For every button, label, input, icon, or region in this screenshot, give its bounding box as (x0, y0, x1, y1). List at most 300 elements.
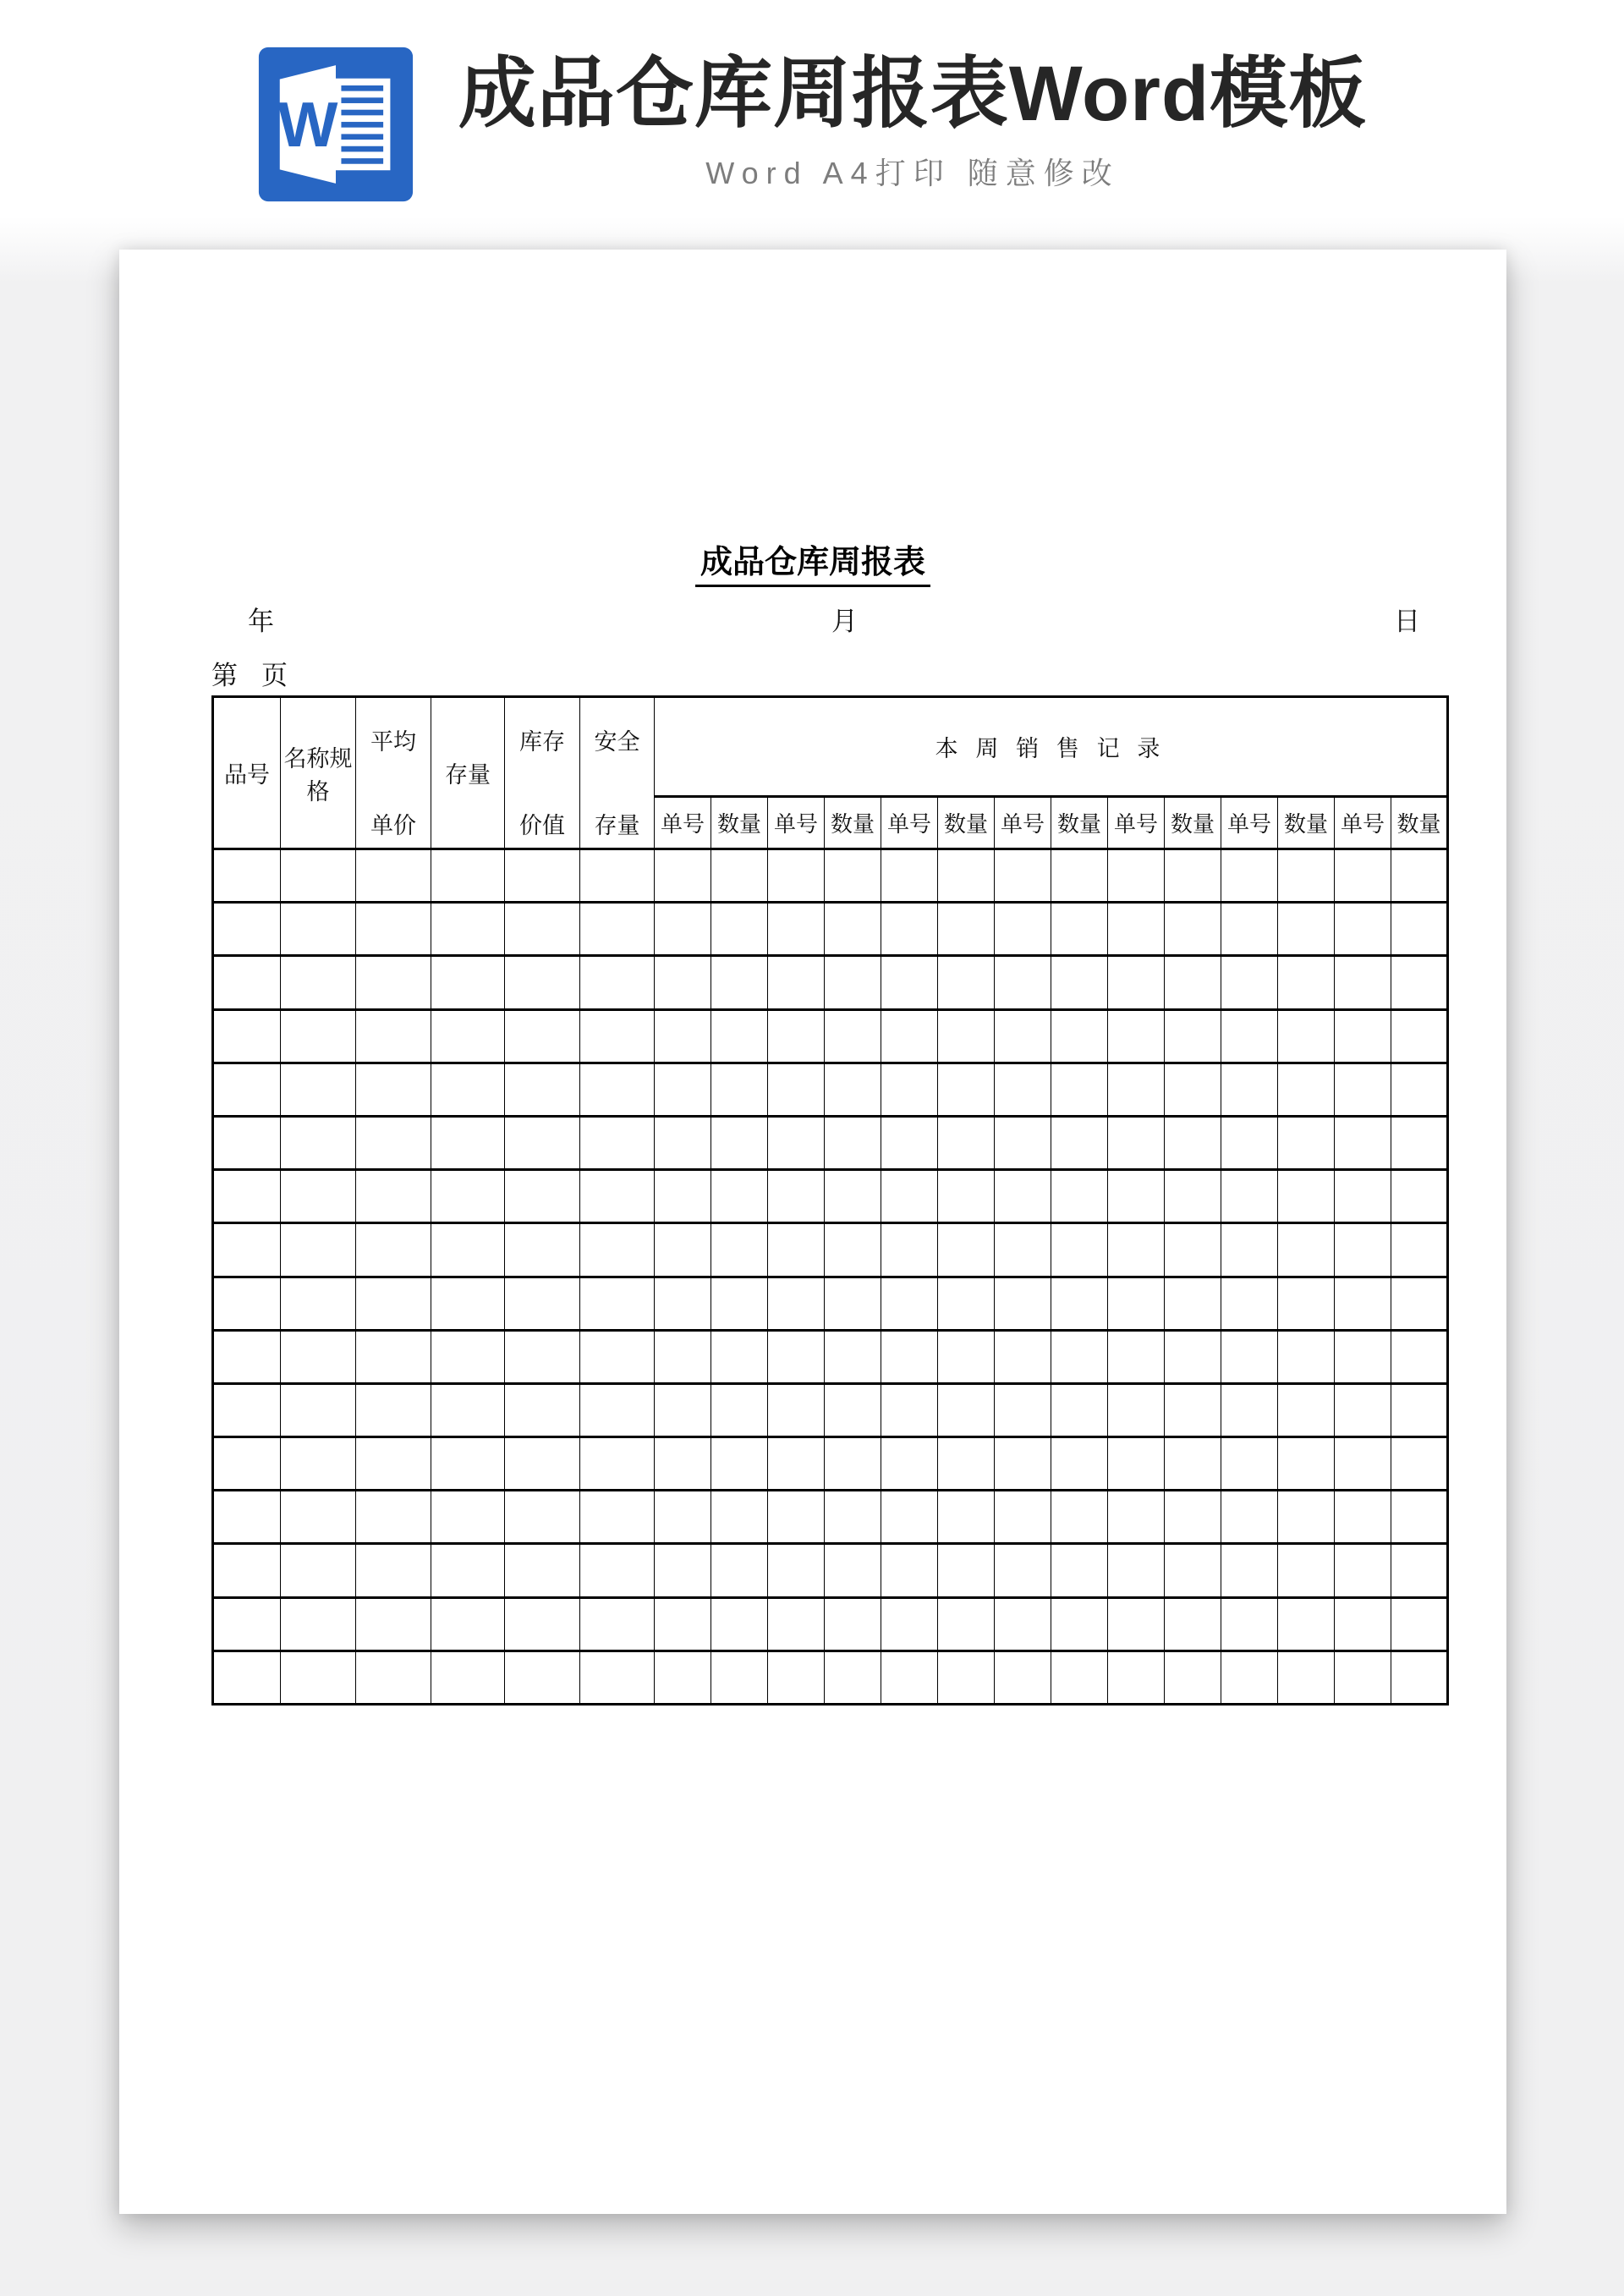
empty-cell (881, 1651, 938, 1704)
table-row (213, 1544, 1448, 1597)
empty-cell (711, 1170, 768, 1223)
empty-cell (1391, 1597, 1448, 1651)
empty-cell (1391, 1651, 1448, 1704)
empty-cell (431, 1544, 505, 1597)
empty-cell (1221, 1491, 1278, 1544)
empty-cell (1051, 1170, 1108, 1223)
empty-cell (825, 1277, 881, 1330)
empty-cell (281, 1491, 356, 1544)
table-row (213, 1277, 1448, 1330)
empty-cell (431, 1597, 505, 1651)
empty-cell (655, 1437, 711, 1491)
empty-cell (505, 1116, 580, 1169)
table-row (213, 1223, 1448, 1277)
empty-cell (995, 1330, 1051, 1383)
subcol-order-no-5: 单号 (1108, 797, 1165, 849)
empty-cell (1391, 1437, 1448, 1491)
empty-cell (213, 1491, 281, 1544)
subcol-order-no-7: 单号 (1335, 797, 1391, 849)
day-label: 日 (1394, 607, 1420, 636)
empty-cell (580, 1063, 655, 1116)
empty-cell (1391, 1491, 1448, 1544)
empty-cell (505, 1009, 580, 1063)
empty-cell (938, 1277, 995, 1330)
empty-cell (281, 1170, 356, 1223)
empty-cell (1051, 1437, 1108, 1491)
page-number-line (211, 654, 288, 692)
empty-cell (505, 903, 580, 956)
empty-cell (1165, 849, 1221, 903)
empty-cell (431, 1491, 505, 1544)
empty-cell (1335, 1277, 1391, 1330)
empty-cell (711, 956, 768, 1009)
empty-cell (938, 1491, 995, 1544)
empty-cell (1108, 1009, 1165, 1063)
table-row (213, 1330, 1448, 1383)
empty-cell (768, 956, 825, 1009)
subcol-quantity-5: 数量 (1165, 797, 1221, 849)
empty-cell (505, 849, 580, 903)
empty-cell (505, 1597, 580, 1651)
empty-cell (1335, 1063, 1391, 1116)
empty-cell (1221, 1597, 1278, 1651)
empty-cell (1278, 1277, 1335, 1330)
empty-cell (825, 1491, 881, 1544)
empty-cell (213, 1223, 281, 1277)
empty-cell (1278, 1116, 1335, 1169)
empty-cell (1108, 849, 1165, 903)
empty-cell (281, 1651, 356, 1704)
empty-cell (213, 1063, 281, 1116)
subcol-order-no-6: 单号 (1221, 797, 1278, 849)
empty-cell (580, 956, 655, 1009)
table-row (213, 1116, 1448, 1169)
empty-cell (356, 956, 431, 1009)
empty-cell (995, 1277, 1051, 1330)
empty-cell (1335, 1383, 1391, 1436)
empty-cell (1335, 849, 1391, 903)
empty-cell (1108, 903, 1165, 956)
empty-cell (281, 1277, 356, 1330)
empty-cell (281, 1116, 356, 1169)
empty-cell (825, 1330, 881, 1383)
empty-cell (768, 1170, 825, 1223)
empty-cell (356, 1544, 431, 1597)
month-label: 月 (831, 607, 858, 636)
empty-cell (995, 1009, 1051, 1063)
report-table (211, 695, 1449, 1706)
empty-cell (431, 849, 505, 903)
empty-cell (1051, 1597, 1108, 1651)
empty-cell (213, 849, 281, 903)
empty-cell (213, 1383, 281, 1436)
empty-cell (655, 1223, 711, 1277)
empty-cell (825, 956, 881, 1009)
empty-cell (995, 1651, 1051, 1704)
empty-cell (1221, 1063, 1278, 1116)
empty-cell (711, 1277, 768, 1330)
empty-cell (1221, 1437, 1278, 1491)
subcol-order-no-4: 单号 (995, 797, 1051, 849)
empty-cell (356, 1651, 431, 1704)
empty-cell (655, 1063, 711, 1116)
empty-cell (356, 1277, 431, 1330)
subcol-quantity-1: 数量 (711, 797, 768, 849)
table-row (213, 1491, 1448, 1544)
empty-cell (1221, 1330, 1278, 1383)
empty-cell (768, 1437, 825, 1491)
empty-cell (1108, 1597, 1165, 1651)
table-row (213, 1170, 1448, 1223)
empty-cell (881, 903, 938, 956)
empty-cell (1335, 1009, 1391, 1063)
empty-cell (505, 956, 580, 1009)
empty-cell (281, 956, 356, 1009)
empty-cell (938, 1170, 995, 1223)
empty-cell (655, 1383, 711, 1436)
empty-cell (881, 1544, 938, 1597)
empty-cell (655, 1009, 711, 1063)
empty-cell (356, 1597, 431, 1651)
empty-cell (825, 1223, 881, 1277)
empty-cell (938, 956, 995, 1009)
empty-cell (711, 1491, 768, 1544)
empty-cell (1335, 1116, 1391, 1169)
empty-cell (1051, 1491, 1108, 1544)
empty-cell (580, 1491, 655, 1544)
empty-cell (1391, 1223, 1448, 1277)
empty-cell (995, 1437, 1051, 1491)
empty-cell (938, 903, 995, 956)
empty-cell (505, 1170, 580, 1223)
empty-cell (281, 1597, 356, 1651)
empty-cell (1165, 1383, 1221, 1436)
empty-cell (431, 903, 505, 956)
empty-cell (213, 956, 281, 1009)
empty-cell (655, 1597, 711, 1651)
empty-cell (580, 1223, 655, 1277)
empty-cell (1278, 1063, 1335, 1116)
empty-cell (431, 1223, 505, 1277)
empty-cell (711, 849, 768, 903)
empty-cell (356, 849, 431, 903)
empty-cell (580, 1170, 655, 1223)
empty-cell (281, 1437, 356, 1491)
empty-cell (881, 1170, 938, 1223)
table-row (213, 1009, 1448, 1063)
empty-cell (768, 1383, 825, 1436)
empty-cell (431, 1277, 505, 1330)
empty-cell (938, 1063, 995, 1116)
col-header-avg-price: 平均 单价 (356, 697, 431, 849)
empty-cell (1278, 1330, 1335, 1383)
empty-cell (825, 1063, 881, 1116)
empty-cell (1278, 1383, 1335, 1436)
empty-cell (655, 1116, 711, 1169)
empty-cell (825, 1597, 881, 1651)
empty-cell (1335, 1491, 1391, 1544)
empty-cell (1391, 1063, 1448, 1116)
empty-cell (825, 903, 881, 956)
empty-cell (213, 1116, 281, 1169)
empty-cell (281, 903, 356, 956)
empty-cell (1165, 1437, 1221, 1491)
empty-cell (431, 1170, 505, 1223)
empty-cell (1165, 903, 1221, 956)
table-row (213, 1437, 1448, 1491)
empty-cell (881, 1491, 938, 1544)
empty-cell (1108, 1437, 1165, 1491)
empty-cell (768, 1491, 825, 1544)
empty-cell (281, 1223, 356, 1277)
empty-cell (1165, 1009, 1221, 1063)
empty-cell (1221, 1277, 1278, 1330)
empty-cell (1221, 903, 1278, 956)
word-icon-letter: W (277, 88, 338, 160)
document-page (119, 250, 1506, 2214)
subcol-quantity-3: 数量 (938, 797, 995, 849)
word-icon (257, 47, 414, 202)
empty-cell (505, 1063, 580, 1116)
sales-record-header: 本 周 销 售 记 录 (655, 697, 1448, 797)
empty-cell (1335, 1223, 1391, 1277)
empty-cell (1165, 1597, 1221, 1651)
col-header-stock-value: 库存 价值 (505, 697, 580, 849)
empty-cell (1221, 1116, 1278, 1169)
table-row (213, 1651, 1448, 1704)
empty-cell (768, 1116, 825, 1169)
empty-cell (356, 1116, 431, 1169)
empty-cell (1278, 1491, 1335, 1544)
empty-cell (938, 1437, 995, 1491)
empty-cell (825, 1544, 881, 1597)
empty-cell (881, 1330, 938, 1383)
empty-cell (711, 1383, 768, 1436)
empty-cell (1335, 1437, 1391, 1491)
empty-cell (505, 1491, 580, 1544)
subcol-quantity-6: 数量 (1278, 797, 1335, 849)
empty-cell (281, 1063, 356, 1116)
empty-cell (580, 1330, 655, 1383)
empty-cell (1278, 956, 1335, 1009)
empty-cell (825, 1437, 881, 1491)
empty-cell (505, 1383, 580, 1436)
page-subtitle: Word A4打印 随意修改 (705, 156, 1120, 191)
empty-cell (938, 1383, 995, 1436)
empty-cell (1391, 1330, 1448, 1383)
empty-cell (1165, 1223, 1221, 1277)
empty-cell (1108, 1651, 1165, 1704)
empty-cell (768, 1009, 825, 1063)
empty-cell (768, 1597, 825, 1651)
empty-cell (1051, 1116, 1108, 1169)
empty-cell (1165, 1544, 1221, 1597)
empty-cell (938, 1223, 995, 1277)
empty-cell (825, 1116, 881, 1169)
empty-cell (995, 1491, 1051, 1544)
empty-cell (995, 1063, 1051, 1116)
year-label: 年 (248, 607, 274, 636)
empty-cell (1051, 1383, 1108, 1436)
empty-cell (1108, 1223, 1165, 1277)
empty-cell (1335, 1651, 1391, 1704)
empty-cell (938, 1597, 995, 1651)
empty-cell (356, 1009, 431, 1063)
empty-cell (281, 849, 356, 903)
empty-cell (1051, 956, 1108, 1009)
empty-cell (938, 1651, 995, 1704)
empty-cell (768, 903, 825, 956)
empty-cell (881, 1063, 938, 1116)
empty-cell (711, 1544, 768, 1597)
empty-cell (356, 1383, 431, 1436)
col-header-name-spec: 名称规格 (281, 697, 356, 849)
empty-cell (825, 1651, 881, 1704)
empty-cell (768, 1277, 825, 1330)
empty-cell (1278, 1597, 1335, 1651)
empty-cell (655, 903, 711, 956)
empty-cell (881, 1223, 938, 1277)
subcol-quantity-4: 数量 (1051, 797, 1108, 849)
empty-cell (1391, 1544, 1448, 1597)
empty-cell (655, 1277, 711, 1330)
empty-cell (1165, 1277, 1221, 1330)
table-row (213, 849, 1448, 903)
empty-cell (881, 1437, 938, 1491)
empty-cell (655, 1330, 711, 1383)
empty-cell (825, 849, 881, 903)
empty-cell (938, 1009, 995, 1063)
empty-cell (1165, 1651, 1221, 1704)
empty-cell (356, 903, 431, 956)
empty-cell (1165, 1491, 1221, 1544)
empty-cell (655, 1491, 711, 1544)
empty-cell (431, 1437, 505, 1491)
empty-cell (431, 956, 505, 1009)
empty-cell (1335, 1597, 1391, 1651)
empty-cell (655, 956, 711, 1009)
empty-cell (655, 1170, 711, 1223)
col-header-item-no: 品号 (213, 697, 281, 849)
empty-cell (995, 956, 1051, 1009)
empty-cell (580, 1544, 655, 1597)
brand-header (0, 0, 1624, 235)
empty-cell (711, 1009, 768, 1063)
empty-cell (580, 1009, 655, 1063)
empty-cell (1051, 1009, 1108, 1063)
empty-cell (711, 1330, 768, 1383)
empty-cell (995, 903, 1051, 956)
empty-cell (356, 1491, 431, 1544)
empty-cell (505, 1651, 580, 1704)
empty-cell (1391, 1116, 1448, 1169)
empty-cell (1051, 1277, 1108, 1330)
empty-cell (431, 1651, 505, 1704)
empty-cell (1221, 1544, 1278, 1597)
empty-cell (881, 1116, 938, 1169)
empty-cell (1391, 903, 1448, 956)
empty-cell (1221, 1223, 1278, 1277)
empty-cell (1278, 1544, 1335, 1597)
empty-cell (1108, 1063, 1165, 1116)
empty-cell (881, 956, 938, 1009)
empty-cell (1391, 1277, 1448, 1330)
empty-cell (938, 849, 995, 903)
empty-cell (1335, 956, 1391, 1009)
empty-cell (938, 1544, 995, 1597)
empty-cell (938, 1116, 995, 1169)
empty-cell (431, 1383, 505, 1436)
empty-cell (1108, 1170, 1165, 1223)
subcol-order-no-3: 单号 (881, 797, 938, 849)
subcol-order-no-1: 单号 (655, 797, 711, 849)
date-line (119, 600, 1506, 635)
empty-cell (580, 1437, 655, 1491)
subcol-quantity-2: 数量 (825, 797, 881, 849)
empty-cell (1108, 956, 1165, 1009)
empty-cell (213, 1437, 281, 1491)
empty-cell (1051, 1223, 1108, 1277)
empty-cell (1108, 1116, 1165, 1169)
empty-cell (1278, 849, 1335, 903)
page-suffix-label: 页 (261, 661, 288, 690)
empty-cell (505, 1277, 580, 1330)
empty-cell (356, 1223, 431, 1277)
empty-cell (881, 1277, 938, 1330)
empty-cell (711, 1116, 768, 1169)
page-title: 成品仓库周报表Word模板 (458, 51, 1368, 137)
empty-cell (1278, 1223, 1335, 1277)
empty-cell (505, 1544, 580, 1597)
document-title-text: 成品仓库周报表 (695, 545, 930, 587)
empty-cell (1335, 1330, 1391, 1383)
empty-cell (1108, 1544, 1165, 1597)
empty-cell (1108, 1277, 1165, 1330)
empty-cell (1108, 1383, 1165, 1436)
empty-cell (995, 1170, 1051, 1223)
table-row (213, 956, 1448, 1009)
empty-cell (881, 1383, 938, 1436)
empty-cell (768, 1544, 825, 1597)
empty-cell (1221, 1651, 1278, 1704)
empty-cell (356, 1330, 431, 1383)
empty-cell (711, 1597, 768, 1651)
empty-cell (1391, 1383, 1448, 1436)
empty-cell (881, 1597, 938, 1651)
empty-cell (1391, 956, 1448, 1009)
empty-cell (1391, 849, 1448, 903)
empty-cell (431, 1009, 505, 1063)
empty-cell (580, 1383, 655, 1436)
empty-cell (995, 1544, 1051, 1597)
empty-cell (995, 1383, 1051, 1436)
empty-cell (580, 849, 655, 903)
empty-cell (213, 903, 281, 956)
empty-cell (213, 1651, 281, 1704)
empty-cell (281, 1330, 356, 1383)
empty-cell (1165, 1330, 1221, 1383)
empty-cell (580, 1597, 655, 1651)
empty-cell (505, 1223, 580, 1277)
empty-cell (768, 849, 825, 903)
empty-cell (825, 1170, 881, 1223)
empty-cell (1051, 1544, 1108, 1597)
empty-cell (1051, 903, 1108, 956)
empty-cell (213, 1330, 281, 1383)
empty-cell (1165, 956, 1221, 1009)
empty-cell (768, 1330, 825, 1383)
empty-cell (1051, 1063, 1108, 1116)
